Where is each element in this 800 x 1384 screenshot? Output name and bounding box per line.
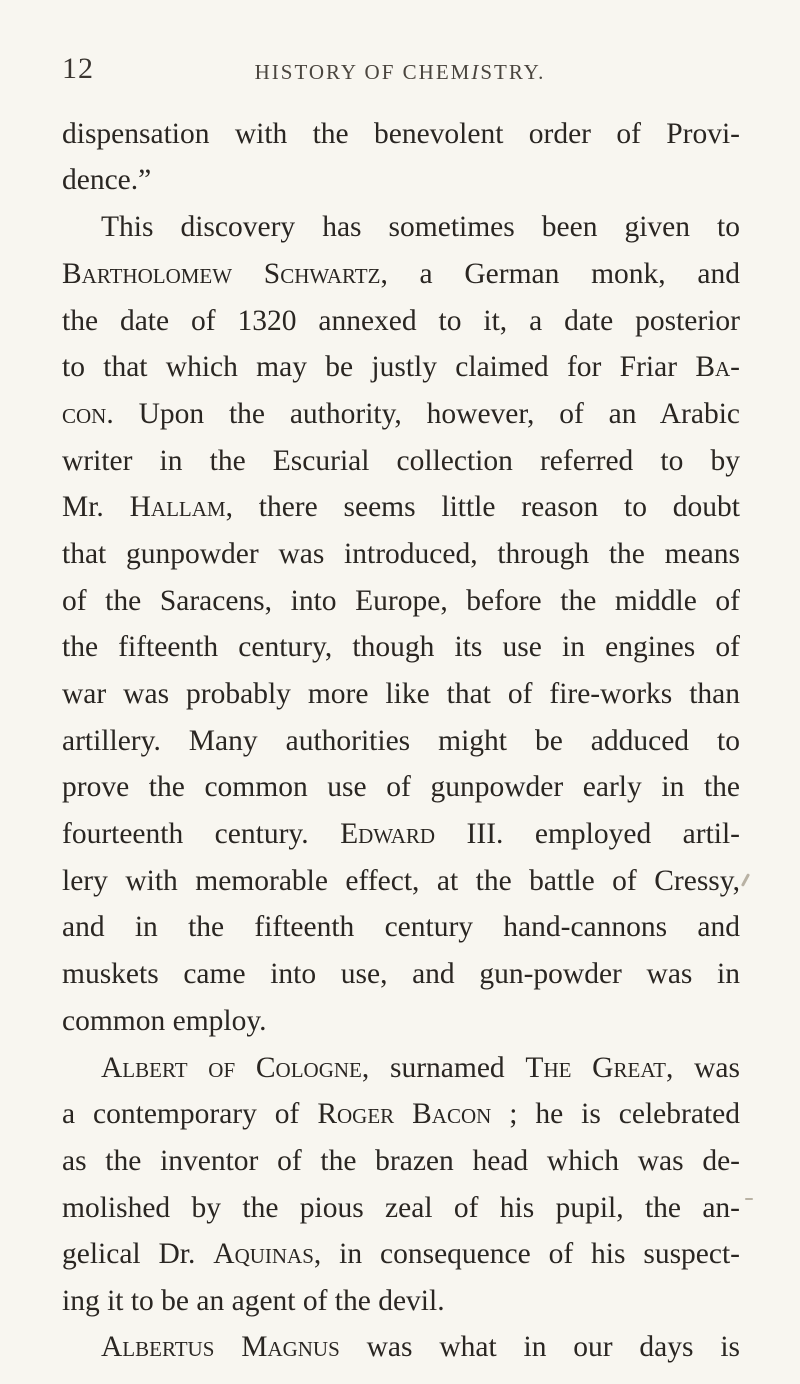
paragraph-start-line xyxy=(101,1330,740,1364)
text-line xyxy=(62,864,740,898)
small-caps-name: The Great xyxy=(525,1052,666,1084)
text-line xyxy=(62,724,740,758)
text-line xyxy=(62,1237,740,1271)
text-line xyxy=(62,444,740,478)
text-segment: dispensation with the benevolent order of Provi- xyxy=(62,118,740,150)
text-line xyxy=(62,1144,740,1178)
text-segment: and in the fifteenth century hand-cannons and xyxy=(62,911,740,943)
text-line xyxy=(62,1004,740,1038)
text-line xyxy=(62,817,740,851)
text-segment: a contemporary of xyxy=(62,1098,318,1130)
paper-speck xyxy=(745,1198,753,1200)
small-caps-name: Bartholomew Schwartz xyxy=(62,258,381,290)
text-line xyxy=(62,117,740,151)
text-line xyxy=(62,584,740,618)
text-segment: III. employed artil- xyxy=(435,818,740,850)
text-segment: war was probably more like that of fire-works than xyxy=(62,678,740,710)
paragraph-start-line xyxy=(101,210,740,244)
text-line xyxy=(62,163,740,197)
text-segment: that gunpowder was introduced, through the means xyxy=(62,538,740,570)
page-number: 12 xyxy=(62,52,94,85)
text-segment: of the Saracens, into Europe, before the middle of xyxy=(62,585,740,617)
running-head-italic-letter: I xyxy=(471,60,481,84)
text-segment: , was xyxy=(665,1052,740,1084)
text-line xyxy=(62,1284,740,1318)
text-segment: lery with memorable effect, at the battle of Cressy, xyxy=(62,865,740,897)
text-line xyxy=(62,397,740,431)
text-segment: , a German monk, and xyxy=(380,258,740,290)
text-segment: molished by the pious zeal of his pupil, the an- xyxy=(62,1192,740,1224)
text-segment: , in consequence of his suspect- xyxy=(313,1238,741,1270)
running-head-text: HISTORY OF CHEM xyxy=(254,60,472,84)
text-segment: to that which may be justly claimed for Friar xyxy=(62,351,696,383)
text-segment: was what in our days is xyxy=(339,1331,740,1363)
text-line xyxy=(62,490,740,524)
running-head-text-end: STRY. xyxy=(480,60,546,84)
text-segment: gelical Dr. xyxy=(62,1238,214,1270)
text-line xyxy=(62,350,740,384)
text-segment: common employ. xyxy=(62,1005,267,1037)
small-caps-name: Hallam xyxy=(129,491,226,523)
running-head xyxy=(0,60,800,85)
small-caps-name: Albertus Magnus xyxy=(101,1331,340,1363)
small-caps-name: Aquinas xyxy=(213,1238,314,1270)
text-segment: the fifteenth century, though its use in engines of xyxy=(62,631,740,663)
text-segment: dence.” xyxy=(62,164,152,196)
text-segment: Mr. xyxy=(62,491,130,523)
text-segment: prove the common use of gunpowder early in the xyxy=(62,771,740,803)
text-segment: as the inventor of the brazen head which was de- xyxy=(62,1145,740,1177)
text-segment: . Upon the authority, however, of an Arabic xyxy=(106,398,740,430)
small-caps-name: Edward xyxy=(340,818,436,850)
text-segment: writer in the Escurial collection referred to by xyxy=(62,445,740,477)
text-line xyxy=(62,770,740,804)
text-segment: , there seems little reason to doubt xyxy=(225,491,740,523)
text-segment: artillery. Many authorities might be adduced to xyxy=(62,725,740,757)
text-segment: ; he is celebrated xyxy=(491,1098,740,1130)
text-line xyxy=(62,677,740,711)
text-line xyxy=(62,1191,740,1225)
text-segment: , surnamed xyxy=(361,1052,526,1084)
text-line xyxy=(62,537,740,571)
small-caps-name: Roger Bacon xyxy=(317,1098,492,1130)
text-segment: muskets came into use, and gun-powder was in xyxy=(62,958,740,990)
text-line xyxy=(62,1097,740,1131)
text-line xyxy=(62,630,740,664)
text-segment: This discovery has sometimes been given to xyxy=(101,211,740,243)
paragraph-start-line xyxy=(101,1051,740,1085)
text-line xyxy=(62,304,740,338)
text-line xyxy=(62,257,740,291)
text-segment: fourteenth century. xyxy=(62,818,341,850)
small-caps-name: Albert of Cologne xyxy=(101,1052,362,1084)
small-caps-name: Ba- xyxy=(695,351,740,383)
text-line xyxy=(62,957,740,991)
text-segment: the date of 1320 annexed to it, a date posterior xyxy=(62,305,740,337)
text-line xyxy=(62,910,740,944)
text-segment: ing it to be an agent of the devil. xyxy=(62,1285,445,1317)
paper-speck xyxy=(741,873,750,887)
small-caps-name: con xyxy=(62,398,107,430)
